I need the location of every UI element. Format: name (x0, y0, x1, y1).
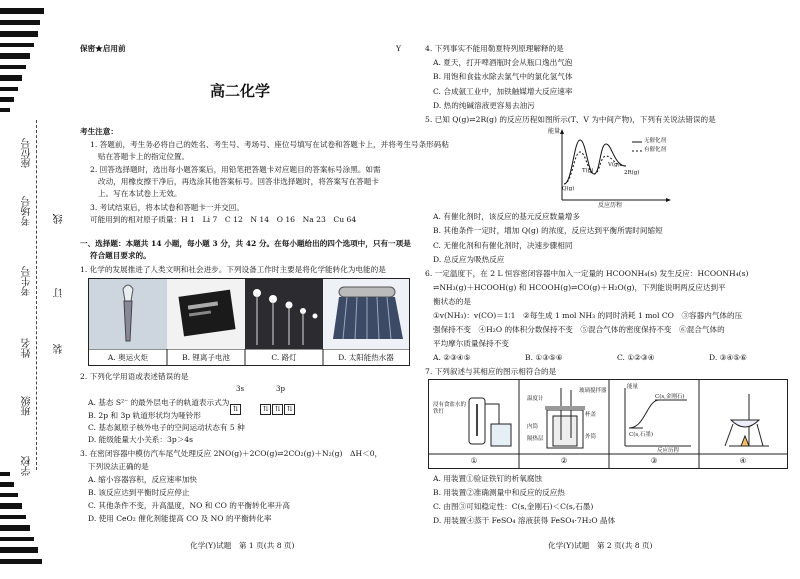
q6-choice-d: D. ③④⑤⑥ (709, 353, 747, 362)
seal-char: 装 (54, 344, 65, 354)
q7-fig2-thermo: 温度计 (527, 396, 544, 402)
page-title: 高二化学 (210, 82, 271, 100)
binding-strip (0, 0, 70, 579)
section-line: 一、选择题：本题共 14 小题，每小题 3 分，共 42 分。在每小题给出的四个选项中，只有一项是 (80, 239, 411, 248)
section-line: 符合题目要求的。 (90, 251, 151, 260)
q2-stem: 2. 下列化学用语或表述错误的是 (80, 372, 189, 381)
secret-mark: 保密★启用前 (80, 44, 126, 53)
q3-stem: 3. 在密闭容器中模仿汽车尾气处理反应 2NO(g)＋2CO(g)⇌2CO₂(g)＋N₂(g) ΔH＜0， (80, 449, 383, 458)
barcode-bar (0, 472, 10, 476)
barcode-bar (0, 31, 38, 37)
q5-label-q: Q(g) (562, 186, 575, 192)
q7-fig1-label: 浸有食盐水的铁钉 (433, 402, 467, 415)
q3-option-c: C. 其他条件不变，升高温度，NO 和 CO 的平衡转化率升高 (88, 501, 290, 510)
torch-icon (89, 279, 167, 349)
barcode-bar (0, 537, 34, 541)
q7-option-b: B. 用装置②准确测量中和反应的反应热 (433, 488, 565, 497)
q6-stem-cont: 衡状态的是 (433, 297, 471, 306)
footer-left: 化学(Y)试题 第 1 页(共 8 页) (190, 541, 295, 550)
q1-caption-b: B. 锂离子电池 (182, 353, 230, 362)
seal-char: 订 (54, 288, 65, 298)
q6-choice-b: B. ①③⑤⑥ (525, 353, 563, 362)
q3-option-d: D. 使用 CeO₂ 催化剂能提高 CO 及 NO 的平衡转化率 (88, 514, 272, 523)
q6-stem-cont: ⇌NH₃(g)＋HCOOH(g) 和 HCOOH(g)⇌CO(g)＋H₂O(g)，下列能说明两反应达到平 (433, 283, 726, 292)
q5-label-t: T(g) (582, 168, 594, 174)
barcode-bar (0, 482, 14, 487)
q1-caption-d: D. 太阳能热水器 (338, 353, 394, 362)
q7-fig2-insul: 隔热层 (527, 436, 544, 442)
q6-statements: 强保持不变 ④H₂O 的体积分数保持不变 ⑤混合气体的密度保持不变 ⑥混合气体的 (433, 325, 725, 334)
class-label: 班级 (22, 396, 33, 416)
q7-fig3-diamond: C(s,金刚石) (655, 394, 685, 400)
barcode-bar (0, 20, 40, 25)
q7-fig3-x: 反应历程 (657, 448, 680, 454)
barcode-bar (0, 65, 26, 69)
q2-option-b: B. 2p 和 3p 轨道形状均为哑铃形 (88, 411, 201, 420)
q7-fig-num: ④ (739, 456, 747, 465)
seal-line (36, 120, 37, 470)
paper-mark: Y (396, 44, 402, 53)
q2-option-d: D. 能级能量大小关系：3p＞4s (88, 435, 194, 444)
q7-fig-num: ① (470, 456, 478, 465)
q6-stem: 6. 一定温度下，在 2 L 恒容密闭容器中加入一定量的 HCOONH₄(s) 发生反应：HCOONH₄(s) (425, 269, 749, 278)
notice-item: 可能用到的相对原子质量：H 1 Li 7 C 12 N 14 O 16 Na 23 Cu 64 (90, 215, 357, 224)
q7-option-d: D. 用装置④蒸干 FeSO₄ 溶液获得 FeSO₄·7H₂O 晶体 (433, 516, 616, 525)
barcode-bar (0, 503, 22, 509)
q5-legend-cat: 有催化剂 (644, 147, 667, 153)
q1-caption-a: A. 奥运火炬 (107, 353, 149, 362)
orbital-box: ⇅ (284, 404, 295, 415)
notice-item: 贴在答题卡上的指定位置。 (98, 152, 190, 161)
q5-option-a: A. 有催化剂时，该反应的基元反应数量增多 (433, 212, 580, 221)
q7-fig2-stir: 玻璃搅拌器 (579, 388, 607, 394)
notice-item: 改动，用橡皮擦干净后，再选涂其他答案标号。回答非选择题时，将答案写在答题卡 (98, 177, 379, 186)
barcode-bar (0, 8, 44, 14)
q3-option-b: B. 该反应达到平衡时反应停止 (88, 488, 190, 497)
id-label: 考生号 (22, 266, 33, 296)
q4-stem: 4. 下列事实不能用勒夏特列原理解释的是 (425, 44, 564, 53)
q7-apparatus (429, 380, 787, 468)
barcode-bar (0, 547, 38, 553)
q1-caption-c: C. 路灯 (271, 353, 297, 362)
q5-label-r: 2R(g) (624, 170, 640, 176)
barcode-bar (0, 525, 30, 531)
q5-energy-figure (548, 126, 674, 210)
q7-option-a: A. 用装置①验证铁钉的析氧腐蚀 (433, 474, 543, 483)
q5-stem: 5. 已知 Q(g)⇌2R(g) 的反应历程如图所示(T、V 为中间产物)，下列有关说法错误的是 (425, 115, 716, 124)
orbital-box: ⇅ (272, 404, 283, 415)
barcode-bar (0, 97, 14, 102)
q5-legend-uncat: 无催化剂 (644, 138, 667, 144)
q2-option-a: A. 基态 S²⁻ 的最外层电子的轨道表示式为 (88, 398, 230, 407)
orbital-diagram (230, 396, 296, 415)
q7-fig-num: ② (560, 456, 568, 465)
q5-option-b: B. 其他条件一定时，增加 Q(g) 的浓度，反应达到平衡所需时间缩短 (433, 226, 663, 235)
footer-right: 化学(Y)试题 第 2 页(共 8 页) (548, 541, 653, 550)
q5-x-label: 反应历程 (598, 202, 623, 209)
q5-label-v: V(g) (608, 162, 620, 168)
seat-label: 座位号 (22, 138, 33, 168)
q6-statements: ①v(NH₃)：v(CO)＝1∶1 ②每生成 1 mol NH₃ 的同时消耗 1 mol CO ③容器内气体的压 (433, 311, 743, 320)
q7-fig-num: ③ (650, 456, 658, 465)
notice-item: 1. 答题前，考生务必将自己的姓名、考生号、考场号、座位号填写在试卷和答题卡上，并将考生号条形码粘 (90, 140, 449, 149)
barcode-bar (0, 515, 26, 519)
q7-figure (428, 379, 788, 469)
q4-option-d: D. 热的纯碱溶液更容易去油污 (433, 101, 535, 110)
battery-icon (167, 279, 245, 349)
school-label: 学校 (22, 456, 33, 476)
q7-fig3-y: 能量 (627, 384, 639, 390)
corrosion-setup-icon (469, 398, 511, 446)
q3-stem-cont: 下列说法正确的是 (88, 462, 149, 471)
orbital-box: ⇅ (260, 404, 271, 415)
evaporating-dish-icon (725, 394, 769, 446)
q7-option-c: C. 由图③可知稳定性：C(s,金刚石)＜C(s,石墨) (433, 502, 594, 511)
name-label: 姓名 (22, 338, 33, 358)
notice-item: 2. 回答选择题时，选出每小题答案后，用铅笔把答题卡对应题目的答案标号涂黑。如需 (90, 165, 381, 174)
q7-fig2-lid: 杯盖 (585, 412, 597, 418)
q1-stem: 1. 化学的发展推进了人类文明和社会进步。下列设备工作时主要是将化学能转化为电能的是 (80, 265, 386, 274)
q2-orb-3p-label: 3p (276, 385, 285, 393)
solar-heater-icon (323, 279, 409, 349)
notice-title: 考生注意： (80, 127, 118, 136)
q6-statements: 平均摩尔质量保持不变 (433, 339, 509, 348)
q5-y-label: 能量 (548, 128, 561, 135)
street-lamp-icon (245, 279, 323, 349)
room-label: 考场号 (22, 196, 33, 226)
q3-option-a: A. 缩小容器容积，反应速率加快 (88, 475, 198, 484)
barcode-bar (0, 87, 18, 91)
barcode-bar (0, 493, 18, 497)
notice-item: 3. 考试结束后，将本试卷和答题卡一并交回。 (90, 203, 244, 212)
q7-fig3-graphite: C(s,石墨) (629, 432, 654, 438)
q2-orb-3s-label: 3s (236, 385, 245, 393)
notice-item: 上。写在本试卷上无效。 (98, 189, 182, 198)
barcode-bar (0, 75, 22, 81)
q6-choice-a: A. ②③④⑤ (433, 353, 471, 362)
q6-choice-c: C. ①②③④ (617, 353, 655, 362)
q7-stem: 7. 下列叙述与其相应的图示相符合的是 (425, 367, 557, 376)
orbital-box: ⇅ (230, 404, 241, 415)
q5-option-d: D. 总反应为吸热反应 (433, 255, 505, 264)
q7-fig2-inner: 内筒 (527, 424, 539, 430)
q5-option-c: C. 无催化剂和有催化剂时，决速步骤相同 (433, 241, 573, 250)
q1-figure (88, 278, 410, 366)
barcode-bar (0, 559, 42, 564)
q4-option-b: B. 用饱和食盐水除去氯气中的氯化氢气体 (433, 72, 573, 81)
barcode-bar (0, 108, 10, 112)
q4-option-a: A. 夏天，打开啤酒瓶时会从瓶口逸出气泡 (433, 58, 573, 67)
seal-char: 线 (54, 214, 65, 224)
barcode-bar (0, 53, 30, 59)
q7-fig2-outer: 外筒 (585, 434, 597, 440)
q2-option-c: C. 基态氮原子核外电子的空间运动状态有 5 种 (88, 423, 245, 432)
q4-option-c: C. 合成氨工业中，加铁触媒增大反应速率 (433, 87, 573, 96)
barcode-bar (0, 43, 34, 47)
